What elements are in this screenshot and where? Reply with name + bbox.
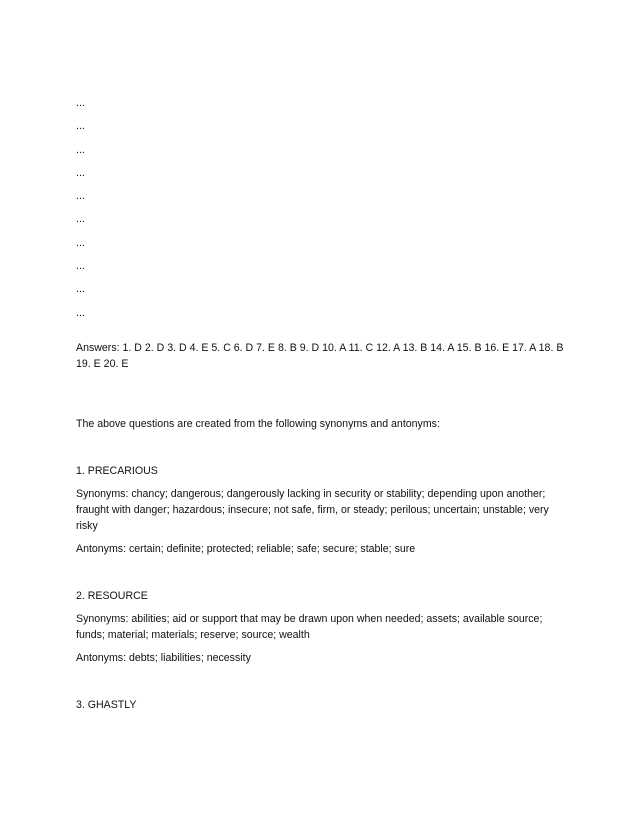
entry-title: 3. GHASTLY [76, 698, 137, 711]
ellipsis-line: ... [76, 283, 85, 296]
entry-antonyms: Antonyms: debts; liabilities; necessity [76, 651, 251, 664]
ellipsis-line: ... [76, 306, 85, 319]
ellipsis-line: ... [76, 166, 85, 179]
document-content [76, 95, 564, 713]
intro-paragraph: The above questions are created from the following synonyms and antonyms: [76, 417, 440, 430]
ellipsis-line: ... [76, 143, 85, 156]
answers-paragraph: Answers: 1. D 2. D 3. D 4. E 5. C 6. D 7. E 8. B 9. D 10. A 11. C 12. A 13. B 14. A 15. B 16. E 17. A 18. B 19. E 20. E [76, 341, 564, 370]
entry-synonyms: Synonyms: abilities; aid or support that may be drawn upon when needed; assets; available source; funds; material; materials; reserve; source; wealth [76, 612, 543, 641]
entry-antonyms: Antonyms: certain; definite; protected; reliable; safe; secure; stable; sure [76, 542, 416, 555]
ellipsis-list [76, 95, 564, 328]
ellipsis-line: ... [76, 97, 85, 109]
entry-resource [76, 588, 564, 666]
ellipsis-line: ... [76, 236, 85, 249]
entry-ghastly [76, 697, 564, 713]
ellipsis-line: ... [76, 213, 85, 226]
ellipsis-line: ... [76, 260, 85, 273]
entry-title: 1. PRECARIOUS [76, 464, 158, 477]
ellipsis-line: ... [76, 190, 85, 203]
entry-synonyms: Synonyms: chancy; dangerous; dangerously lacking in security or stability; depending upon another; fraught with danger; hazardous; insecure; not safe, firm, or steady; perilous; uncertain; unstable; very risky [76, 487, 549, 532]
entry-precarious [76, 463, 564, 557]
ellipsis-line: ... [76, 120, 85, 133]
entry-title: 2. RESOURCE [76, 589, 148, 602]
